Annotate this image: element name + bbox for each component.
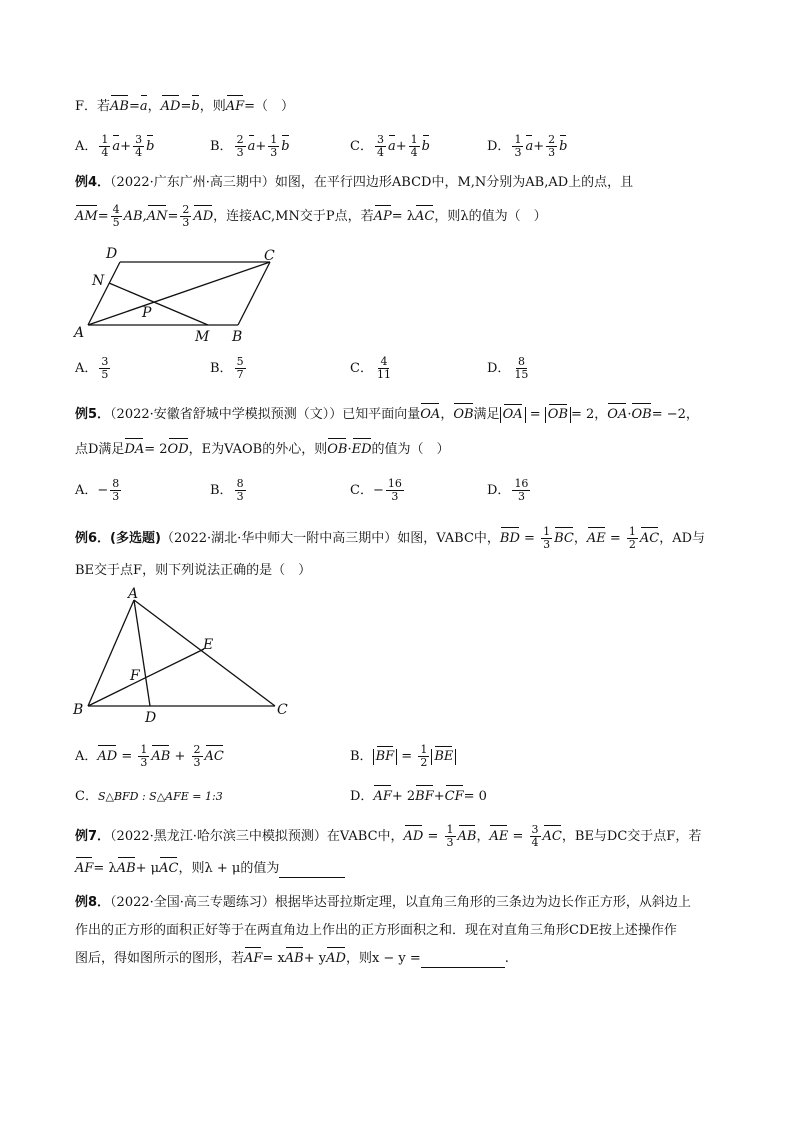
denominator: 3 (112, 490, 120, 503)
vector-ab: AB, (123, 209, 147, 224)
option-label: B． (210, 483, 233, 498)
text: F．若 (75, 99, 111, 114)
fraction (99, 356, 110, 381)
top-question-line (75, 98, 294, 116)
top-option-d (487, 134, 567, 159)
fraction (530, 824, 541, 849)
text: ，则 (199, 99, 226, 114)
option-label: A． (75, 483, 98, 498)
segment-ad (134, 600, 150, 706)
vector-bd: BD (499, 531, 520, 546)
text: = λ (93, 861, 117, 876)
example-number: 例6． (75, 531, 111, 546)
text: ，连接AC,MN交于P点，若 (213, 209, 374, 224)
ex5-option-d (487, 478, 532, 503)
ex4-option-c (350, 356, 395, 381)
option-label: A． (75, 361, 98, 376)
denominator: 15 (514, 368, 529, 381)
denominator: 3 (140, 756, 148, 769)
vector-be: BE (434, 749, 454, 764)
answer-blank[interactable] (421, 953, 505, 968)
vector-ae: AE (489, 829, 509, 844)
ex8-line1 (75, 894, 691, 912)
vector-oa: OA (607, 407, 628, 422)
fraction (133, 134, 144, 159)
segment-nm (109, 283, 208, 325)
example-number: 例7． (75, 829, 111, 844)
label-P: P (142, 305, 152, 321)
text: · (627, 407, 632, 422)
denominator: 3 (270, 146, 278, 159)
fraction (138, 744, 149, 769)
sign: − (97, 483, 109, 498)
ex5-option-c (350, 478, 406, 503)
edge-ac (134, 600, 275, 706)
vector-ob: OB (631, 407, 652, 422)
parallelogram-figure (70, 240, 290, 350)
ex4-option-a (75, 356, 112, 381)
fraction (512, 134, 523, 159)
numerator: 1 (270, 133, 278, 146)
ex6-option-d (350, 788, 487, 806)
multi-select-tag: (多选题) (110, 531, 161, 546)
ex6-option-c (75, 788, 223, 806)
numerator: 3 (376, 133, 384, 146)
label-M: M (195, 329, 210, 345)
fraction (180, 204, 191, 229)
vector-ac: AC (542, 829, 562, 844)
text: = (128, 99, 140, 114)
denominator: 4 (101, 146, 109, 159)
text: + (433, 789, 445, 804)
vector-bf: BF (375, 749, 395, 764)
denominator: 4 (376, 146, 384, 159)
vector-ac: AC (204, 749, 224, 764)
vector-af: AF (75, 861, 94, 876)
vector: b (421, 139, 430, 154)
vector-od: OD (167, 442, 189, 457)
text: · (347, 442, 352, 457)
vector-ac: AC (639, 531, 660, 546)
denominator: 2 (628, 538, 636, 551)
vector-ae: AE (586, 531, 606, 546)
text: + μ (135, 861, 160, 876)
fraction (235, 478, 246, 503)
fraction (110, 478, 121, 503)
denominator: 3 (514, 146, 522, 159)
text: = (167, 209, 179, 224)
example-number: 例8． (75, 895, 111, 910)
option-label: A． (75, 749, 98, 764)
vector: a (525, 139, 534, 154)
ex6-line1: 例6．(多选题)（2022·湖北·华中师大一附中高三期中）如图，VABC中，BD = $\frac{1}{3}$ BC，AE = $\frac{1}{2}$ AC，AD与 (75, 525, 706, 551)
label-D: D (106, 246, 118, 262)
ex5-line2 (75, 441, 450, 459)
text: ，则x − y = (345, 951, 421, 966)
vector-an: AN (146, 209, 168, 224)
vector-oa: OA (420, 407, 441, 422)
vector-ab: AB (116, 861, 136, 876)
option-label: B． (210, 139, 233, 154)
vector-ad: AD (193, 209, 214, 224)
denominator: 11 (376, 368, 391, 381)
text: （2022·湖北·华中师大一附中高三期中）如图，VABC中， (160, 531, 500, 546)
numerator: 2 (236, 133, 244, 146)
vector-ad: AD (326, 951, 346, 966)
text: BE交于点F，则下列说法正确的是（ ） (75, 563, 312, 578)
ex5-option-a (75, 478, 123, 503)
label-D: D (145, 710, 157, 726)
ex5-option-b (210, 478, 248, 503)
top-option-a (75, 134, 154, 159)
edge-ab (88, 600, 134, 706)
ex4-line1 (75, 174, 633, 192)
text: （2022·黑龙江·哈尔滨三中模拟预测）在VABC中， (110, 829, 404, 844)
text: = −2， (651, 407, 699, 422)
ex8-line2 (75, 922, 677, 940)
ex6-line2 (75, 562, 311, 580)
ex4-line2 (75, 204, 547, 229)
vector-b: b (191, 99, 200, 114)
text: ，BE与DC交于点F，若 (561, 829, 702, 844)
vector-ad: AD (403, 829, 424, 844)
numerator: 8 (236, 477, 244, 490)
ex5-line1: 例5．（2022·安徽省舒城中学模拟预测（文））已知平面向量OA，OB满足 OA = OB = 2，OA·OB= −2， (75, 407, 699, 422)
text: = (180, 99, 192, 114)
text: + y (303, 951, 327, 966)
denominator: 3 (548, 146, 556, 159)
text: + (533, 139, 545, 154)
option-label: C． (350, 361, 373, 376)
numerator: 4 (380, 355, 388, 368)
option-label: B． (210, 361, 233, 376)
option-label: D． (487, 361, 511, 376)
vector: b (281, 139, 290, 154)
text: = 0 (463, 789, 487, 804)
option-label: A． (75, 139, 98, 154)
option-label: B． (350, 749, 373, 764)
vector-ad: AD (97, 749, 118, 764)
fraction (386, 478, 404, 503)
label-C: C (277, 702, 288, 718)
denominator: 3 (236, 490, 244, 503)
ex4-option-b (210, 356, 248, 381)
text: 满足 (473, 407, 500, 422)
fraction (235, 134, 246, 159)
text: + (395, 139, 407, 154)
vector: a (387, 139, 396, 154)
vector-ac: AC (159, 861, 179, 876)
fraction (99, 134, 110, 159)
vector-a: a (139, 99, 148, 114)
vector-am: AM (75, 209, 98, 224)
text: = 2， (571, 407, 608, 422)
vector: b (146, 139, 155, 154)
numerator: 16 (387, 477, 402, 490)
vector-ab: AB (151, 749, 171, 764)
text: = x (262, 951, 285, 966)
abs-bf (373, 749, 398, 765)
text: ，则λ的值为（ ） (434, 209, 547, 224)
vector-bc: BC (554, 531, 574, 546)
numerator: 5 (236, 355, 244, 368)
ex7-line1: 例7．（2022·黑龙江·哈尔滨三中模拟预测）在VABC中，AD = $\frac{1}{3}$ AB，AE = $\frac{3}{4}$ AC，BE与DC交于点F，若 (75, 823, 702, 849)
label-B: B (73, 702, 84, 718)
numerator: 1 (101, 133, 109, 146)
denominator: 3 (446, 836, 454, 849)
text: = 2 (144, 442, 168, 457)
denominator: 3 (182, 216, 190, 229)
text: 图后，得如图所示的图形，若 (75, 951, 245, 966)
label-A: A (74, 325, 85, 341)
denominator: 5 (112, 216, 120, 229)
text: 点D满足 (75, 442, 125, 457)
vector-ap: AP (373, 209, 392, 224)
numerator: 1 (140, 743, 148, 756)
numerator: 3 (135, 133, 143, 146)
label-C: C (264, 248, 275, 264)
sign: − (372, 483, 384, 498)
numerator: 8 (517, 355, 525, 368)
vector-ob: OB (327, 442, 348, 457)
option-label: D． (487, 483, 511, 498)
ex4-option-d (487, 356, 532, 381)
text: 的值为（ ） (371, 442, 450, 457)
fraction (445, 824, 456, 849)
text: （2022·安徽省舒城中学模拟预测（文））已知平面向量 (110, 407, 421, 422)
vector: a (112, 139, 121, 154)
vector-af: AF (373, 789, 392, 804)
top-option-c (350, 134, 430, 159)
abs-ob (545, 407, 571, 423)
numerator: 16 (514, 477, 529, 490)
numerator: 2 (193, 743, 201, 756)
fraction (512, 478, 530, 503)
ex7-line2 (75, 860, 345, 878)
numerator: 2 (182, 203, 190, 216)
text: =（ ） (244, 99, 295, 114)
fraction (375, 356, 393, 381)
numerator: 1 (410, 133, 418, 146)
denominator: 2 (420, 756, 428, 769)
numerator: 8 (112, 477, 120, 490)
denominator: 7 (236, 368, 244, 381)
vector-cf: CF (444, 789, 464, 804)
fraction (111, 204, 122, 229)
ex6-option-a: A．AD = $\frac{1}{3}$ AB + $\frac{2}{3}$ AC (75, 743, 224, 769)
vector-ac: AC (415, 209, 435, 224)
label-A: A (128, 586, 139, 602)
numerator: 1 (446, 823, 454, 836)
fraction (418, 744, 429, 769)
option-label: D． (487, 139, 511, 154)
option-label: C． (350, 483, 373, 498)
text: . (504, 951, 509, 966)
fraction (375, 134, 386, 159)
fraction (235, 356, 246, 381)
vector: a (247, 139, 256, 154)
numerator: 3 (101, 355, 109, 368)
text: = (97, 209, 109, 224)
text: ，AD与 (659, 531, 706, 546)
denominator: 3 (517, 490, 525, 503)
example-number: 例4． (75, 175, 111, 190)
segment-be (88, 649, 204, 706)
numerator: 2 (548, 133, 556, 146)
numerator: 3 (531, 823, 539, 836)
vector-ob: OB (453, 407, 474, 422)
option-label: C． (350, 139, 373, 154)
triangle-figure (70, 586, 300, 726)
numerator: 1 (514, 133, 522, 146)
denominator: 3 (391, 490, 399, 503)
example-number: 例5． (75, 407, 111, 422)
answer-blank[interactable] (279, 863, 345, 878)
fraction (546, 134, 557, 159)
label-F: F (130, 668, 140, 684)
denominator: 4 (531, 836, 539, 849)
vector-ed: ED (351, 442, 372, 457)
text: + 2 (391, 789, 416, 804)
vector-oa: OA (502, 407, 523, 422)
text: + (120, 139, 132, 154)
area-ratio: S△BFD : S△AFE = 1:3 (97, 790, 223, 803)
denominator: 3 (236, 146, 244, 159)
numerator: 1 (420, 743, 428, 756)
numerator: 1 (543, 525, 551, 538)
text: ，E为VAOB的外心，则 (188, 442, 328, 457)
denominator: 4 (410, 146, 418, 159)
numerator: 1 (628, 525, 636, 538)
label-E: E (203, 637, 214, 653)
denominator: 5 (101, 368, 109, 381)
label-N: N (92, 273, 105, 289)
fraction (627, 526, 638, 551)
fraction (541, 526, 552, 551)
fraction (268, 134, 279, 159)
fraction (512, 356, 530, 381)
text: 作出的正方形的面积正好等于在两直角边上作出的正方形面积之和．现在对直角三角形CDE按上述操作作 (75, 923, 677, 938)
option-label: D． (350, 789, 374, 804)
text: （2022·广东广州·高三期中）如图，在平行四边形ABCD中，M,N分别为AB,AD上的点，且 (110, 175, 634, 190)
vector-ab: AB (457, 829, 477, 844)
vector: b (559, 139, 568, 154)
denominator: 3 (193, 756, 201, 769)
ex8-line3 (75, 950, 509, 968)
fraction (409, 134, 420, 159)
fraction (192, 744, 203, 769)
text: ，则λ + μ的值为 (178, 861, 280, 876)
denominator: 4 (135, 146, 143, 159)
vector-af: AF (225, 99, 245, 114)
option-label: C． (75, 789, 98, 804)
vector-ad: AD (160, 99, 181, 114)
abs-be (431, 749, 456, 765)
text: = λ (391, 209, 416, 224)
abs-oa (500, 407, 526, 423)
text: + (255, 139, 267, 154)
label-B: B (232, 329, 243, 345)
ex6-option-b: B． BF = $\frac{1}{2}$ BE (350, 744, 456, 769)
vector-ab: AB (110, 99, 129, 114)
text: ， (440, 407, 454, 422)
vector-ob: OB (547, 407, 568, 422)
top-option-b (210, 134, 290, 159)
vector-af: AF (244, 951, 263, 966)
text: ， (147, 99, 161, 114)
vector-da: DA (124, 442, 145, 457)
denominator: 3 (543, 538, 551, 551)
numerator: 4 (112, 203, 120, 216)
vector-ab: AB (284, 951, 304, 966)
text: （2022·全国·高三专题练习）根据毕达哥拉斯定理，以直角三角形的三条边为边长作正方形，从斜边上 (110, 895, 691, 910)
vector-bf: BF (415, 789, 434, 804)
